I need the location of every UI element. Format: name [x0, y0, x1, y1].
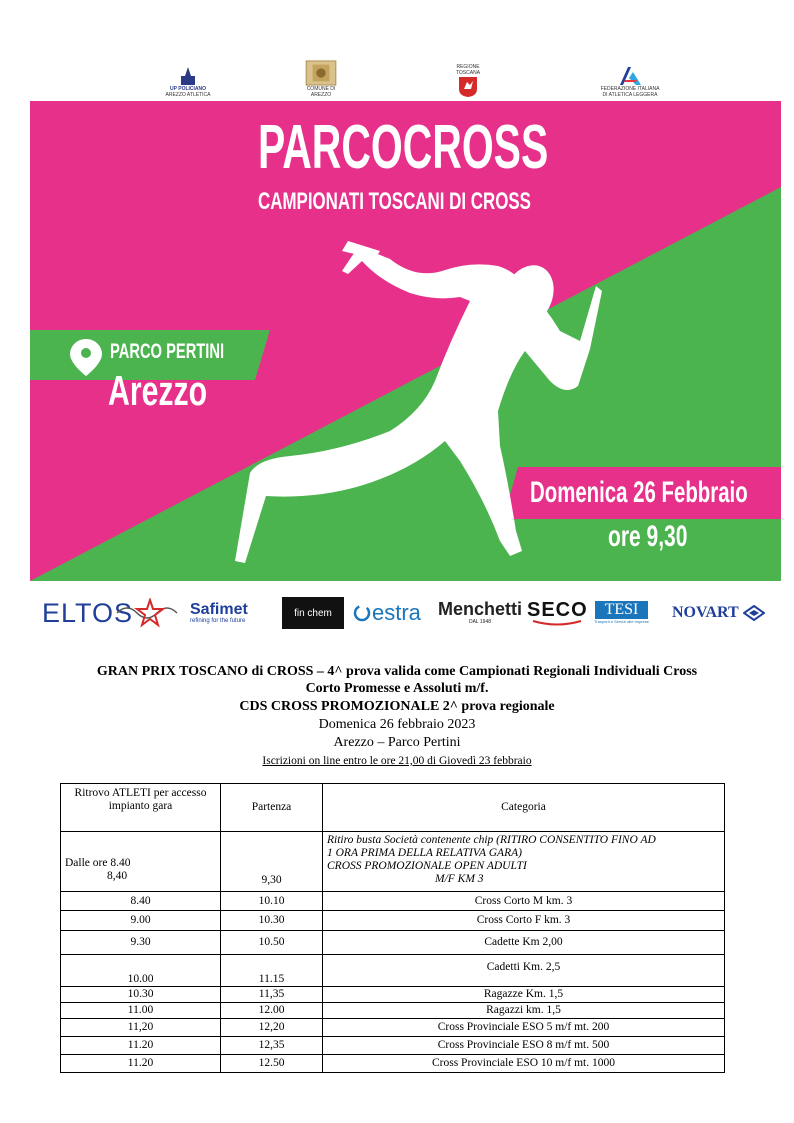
sponsor-strip — [40, 595, 775, 631]
table-row — [61, 832, 725, 892]
estra-name: estra — [372, 600, 421, 625]
menchetti-tagline: DAL 1948 — [468, 619, 492, 625]
row-partenza: 11,35 — [221, 987, 323, 1003]
row-categoria: Cross Corto M km. 3 — [323, 892, 725, 911]
table-row — [61, 987, 725, 1003]
row-partenza: 12,20 — [221, 1019, 323, 1037]
header-ritrovo: Ritrovo ATLETI per accesso impianto gara — [61, 784, 221, 832]
sponsor-safimet — [190, 595, 248, 631]
row-ritrovo: 11.20 — [61, 1037, 221, 1055]
registration-note: Iscrizioni on line entro le ore 21,00 di Giovedì 23 febbraio — [262, 755, 532, 767]
row-ritrovo: 9.30 — [61, 931, 221, 955]
seco-underline-icon — [531, 620, 583, 626]
table-row — [61, 1055, 725, 1073]
row-categoria: Cross Provinciale ESO 10 m/f mt. 1000 — [323, 1055, 725, 1073]
polisportiva-emblem-icon — [177, 66, 199, 86]
event-poster — [30, 101, 781, 581]
sponsor-estra — [352, 595, 421, 631]
row-ritrovo: 11,20 — [61, 1019, 221, 1037]
row-partenza: 11.15 — [221, 955, 323, 987]
row-categoria: Cadetti Km. 2,5 — [323, 955, 725, 987]
heading-line-1: GRAN PRIX TOSCANO di CROSS – 4^ prova valida come Campionati Regionali Individuali Cross — [96, 664, 698, 679]
polisportiva-subname: AREZZO ATLETICA — [165, 92, 211, 98]
safimet-tagline: refining for the future — [190, 617, 246, 624]
first-row-ritrovo-a: Dalle ore 8.40 — [65, 857, 131, 869]
header-categoria: Categoria — [323, 784, 725, 832]
regione-logo — [448, 60, 488, 98]
menchetti-name: Menchetti — [438, 599, 523, 619]
first-row-ritrovo-b: 8,40 — [107, 870, 128, 882]
first-row-cat-line-4: M/F KM 3 — [435, 873, 484, 885]
seco-name: SECO — [527, 599, 588, 621]
sponsor-finchem — [282, 597, 344, 629]
fidal-name-1: FEDERAZIONE ITALIANA — [600, 86, 660, 92]
row-ritrovo: 9.00 — [61, 911, 221, 931]
pegasus-shield-icon — [458, 76, 478, 98]
heading-line-3: CDS CROSS PROMOZIONALE 2^ prova regionale — [239, 699, 555, 714]
first-row-ritrovo — [61, 832, 221, 892]
row-ritrovo: 10.00 — [61, 955, 221, 987]
polisportiva-logo — [160, 60, 216, 98]
row-categoria: Cross Corto F km. 3 — [323, 911, 725, 931]
row-categoria: Cross Provinciale ESO 8 m/f mt. 500 — [323, 1037, 725, 1055]
row-partenza: 12.00 — [221, 1003, 323, 1019]
table-row — [61, 1037, 725, 1055]
novart-name: NOVART — [672, 604, 739, 621]
row-categoria: Ragazze Km. 1,5 — [323, 987, 725, 1003]
fidal-emblem-icon — [617, 66, 643, 86]
sponsor-star-logo — [115, 595, 185, 631]
venue-city: Arezzo — [108, 367, 208, 414]
venue-park: PARCO PERTINI — [110, 340, 225, 363]
row-ritrovo: 11.00 — [61, 1003, 221, 1019]
table-header-row — [61, 784, 725, 832]
program-table — [60, 783, 725, 1073]
poster-subtitle: CAMPIONATI TOSCANI DI CROSS — [258, 188, 531, 215]
sponsor-menchetti — [438, 595, 522, 631]
comune-crest-icon — [304, 60, 338, 86]
table-row — [61, 1003, 725, 1019]
novart-diamond-icon — [743, 605, 765, 621]
sponsor-tesi — [594, 595, 649, 631]
header-partenza: Partenza — [221, 784, 323, 832]
regione-label-1: REGIONE — [456, 64, 480, 70]
sponsor-novart — [672, 595, 765, 631]
tesi-name: TESI — [595, 601, 649, 619]
comune-name: COMUNE DI AREZZO — [306, 86, 336, 98]
finchem-name: fin chem — [294, 607, 332, 619]
table-row — [61, 1019, 725, 1037]
row-categoria: Cross Provinciale ESO 5 m/f mt. 200 — [323, 1019, 725, 1037]
first-row-categoria — [323, 832, 725, 892]
row-categoria: Cadette Km 2,00 — [323, 931, 725, 955]
first-row-cat-line-1: Ritiro busta Società contenente chip (RITIRO CONSENTITO FINO AD — [327, 834, 656, 846]
fidal-name-2: DI ATLETICA LEGGERA — [602, 92, 658, 98]
sponsor-seco — [527, 595, 588, 631]
first-row-partenza: 9,30 — [221, 832, 323, 892]
safimet-name: Safimet — [190, 600, 248, 618]
comune-logo — [300, 60, 342, 98]
row-partenza: 12,35 — [221, 1037, 323, 1055]
polisportiva-name: UP POLICIANO — [169, 86, 207, 92]
table-row — [61, 955, 725, 987]
tesi-tagline: Trasporti e Servizi alle Imprese — [594, 619, 649, 624]
row-ritrovo: 11.20 — [61, 1055, 221, 1073]
poster-title: PARCOCROSS — [258, 113, 549, 182]
event-date: Domenica 26 Febbraio — [530, 476, 748, 509]
fidal-logo — [600, 60, 660, 98]
star-wave-icon — [115, 598, 185, 628]
heading-location: Arezzo – Parco Pertini — [333, 735, 461, 750]
table-row — [61, 911, 725, 931]
row-partenza: 12.50 — [221, 1055, 323, 1073]
table-row — [61, 892, 725, 911]
row-partenza: 10.50 — [221, 931, 323, 955]
row-categoria: Ragazzi km. 1,5 — [323, 1003, 725, 1019]
event-time: ore 9,30 — [608, 520, 688, 553]
first-row-cat-line-3: CROSS PROMOZIONALE OPEN ADULTI — [327, 860, 527, 872]
first-row-cat-line-2: 1 ORA PRIMA DELLA RELATIVA GARA) — [327, 847, 522, 859]
regione-label-2: TOSCANA — [455, 70, 481, 76]
table-row — [61, 931, 725, 955]
row-ritrovo: 8.40 — [61, 892, 221, 911]
row-partenza: 10.10 — [221, 892, 323, 911]
estra-swirl-icon — [352, 603, 372, 623]
row-ritrovo: 10.30 — [61, 987, 221, 1003]
heading-date: Domenica 26 febbraio 2023 — [318, 717, 476, 732]
row-partenza: 10.30 — [221, 911, 323, 931]
heading-line-2: Corto Promesse e Assoluti m/f. — [305, 681, 489, 696]
sponsor-eltos: ELTOS — [42, 597, 134, 628]
